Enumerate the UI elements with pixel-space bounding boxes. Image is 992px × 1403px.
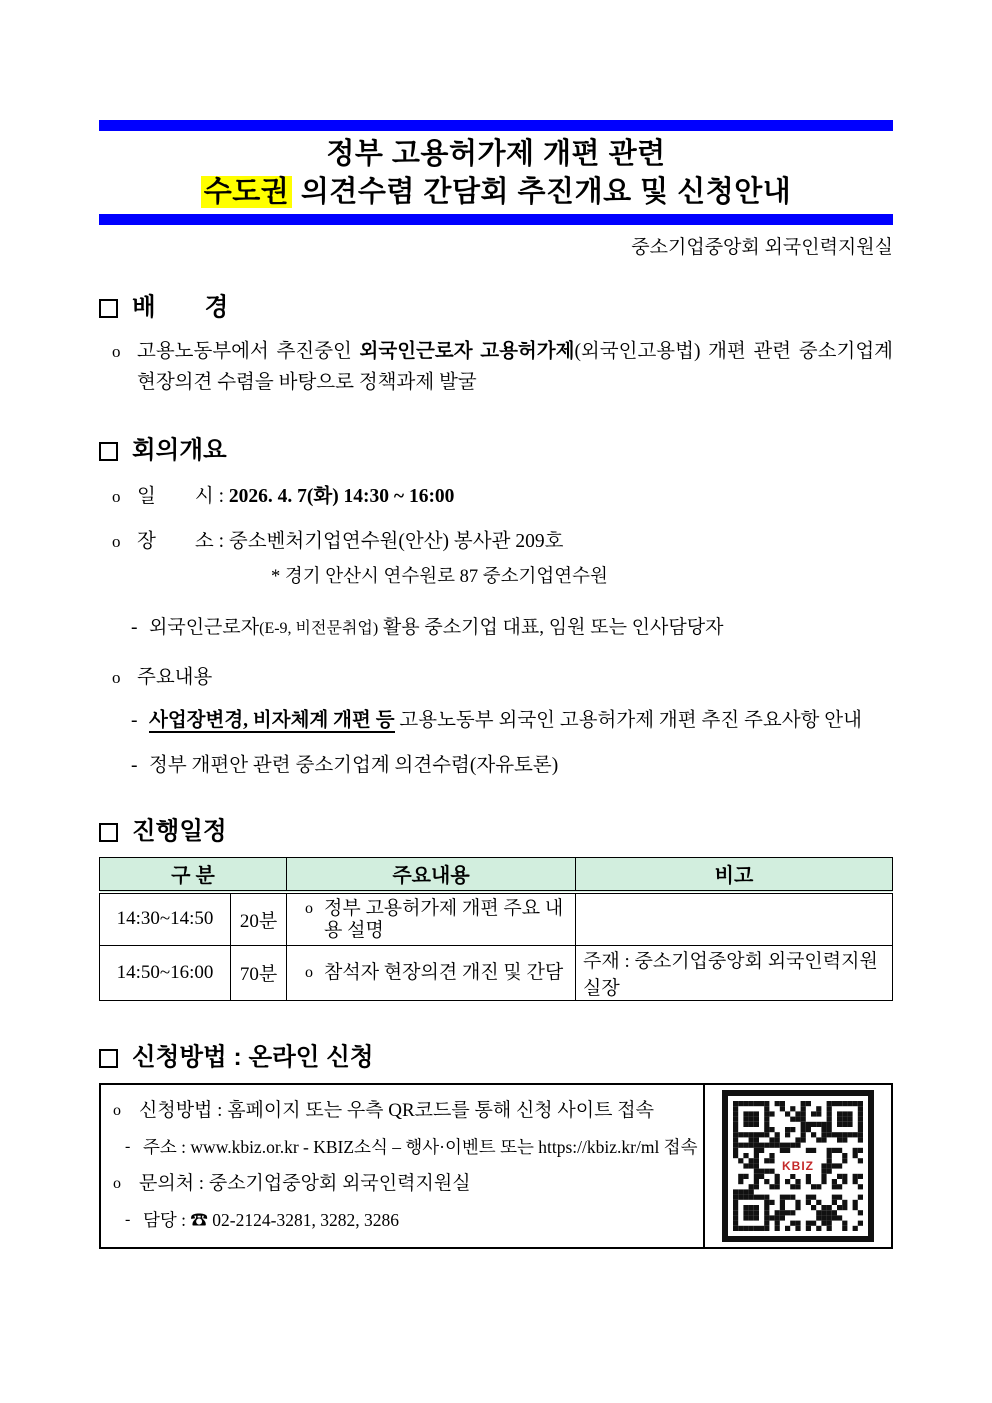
schedule-header-category: 구 분 [100, 858, 287, 892]
background-text [137, 336, 893, 398]
section-heading-meeting-label: 회의개요 [132, 437, 227, 464]
meeting-datetime-item [99, 481, 893, 512]
apply-url-line [113, 1134, 699, 1160]
dash-bullet: - [131, 755, 138, 776]
attendee-item [99, 612, 893, 644]
meeting-venue-text [137, 526, 893, 557]
title-top-bar [99, 120, 893, 131]
schedule-header-remarks: 비고 [576, 858, 893, 892]
schedule-row-2-duration: 70분 [231, 945, 287, 1000]
title-line-2 [99, 173, 893, 211]
application-info [101, 1085, 703, 1247]
datetime-value: 2026. 4. 7(화) 14:30 ~ 16:00 [228, 486, 455, 507]
background-text-bold: 외국인근로자 고용허가제 [359, 341, 575, 362]
square-bullet-icon [99, 823, 118, 842]
datetime-separator: : [213, 486, 229, 507]
square-bullet-icon [99, 299, 118, 318]
venue-value: 중소벤처기업연수원(안산) 봉사관 209호 [228, 531, 564, 552]
square-bullet-icon [99, 1049, 118, 1068]
section-heading-apply-label: 신청방법 : 온라인 신청 [132, 1043, 374, 1071]
qr-cell [703, 1085, 891, 1247]
schedule-row-1 [100, 892, 893, 946]
square-bullet-icon [99, 442, 118, 461]
contents-sub-item-2 [99, 750, 893, 781]
qr-code [722, 1090, 874, 1242]
sub1-emphasis: 사업장변경, 비자체계 개편 등 [149, 710, 395, 731]
apply-method-line [113, 1098, 699, 1124]
circle-bullet: o [112, 342, 121, 361]
schedule-row-1-content-cell [287, 892, 576, 946]
schedule-row-2-time: 14:50~16:00 [100, 945, 231, 1000]
circle-bullet: o [112, 487, 121, 506]
qr-center-label: KBIZ [779, 1158, 817, 1174]
apply-method-text: 신청방법 : 홈페이지 또는 우측 QR코드를 통해 신청 사이트 접속 [139, 1099, 654, 1121]
apply-contact-line [113, 1171, 699, 1197]
circle-bullet: o [112, 668, 121, 687]
venue-separator: : [213, 531, 229, 552]
section-heading-background-label: 배 경 [132, 294, 229, 321]
document-title [99, 135, 893, 211]
schedule-table [99, 857, 893, 1001]
schedule-row-1-time: 14:30~14:50 [100, 892, 231, 946]
apply-url-text: 주소 : www.kbiz.or.kr - KBIZ소식 – 행사·이벤트 또는 https://kbiz.kr/ml 접속 [143, 1137, 698, 1158]
circle-bullet: o [112, 532, 121, 551]
background-item [99, 336, 893, 398]
apply-contact-text: 문의처 : 중소기업중앙회 외국인력지원실 [139, 1172, 471, 1194]
schedule-row-1-duration: 20분 [231, 892, 287, 946]
title-line-2-rest: 의견수렴 간담회 추진개요 및 신청안내 [292, 176, 792, 208]
attendee-pre: 외국인근로자 [149, 617, 260, 638]
schedule-row-1-note [576, 892, 893, 946]
attendee-post: 활용 중소기업 대표, 임원 또는 인사담당자 [378, 617, 724, 638]
meeting-datetime-text [137, 481, 893, 512]
dash-bullet: - [131, 710, 138, 731]
schedule-row-2-content-cell [287, 945, 576, 1000]
circle-bullet: o [305, 964, 313, 981]
schedule-row-2 [100, 945, 893, 1000]
main-contents-label: 주요내용 [137, 667, 213, 688]
schedule-header-row [100, 858, 893, 892]
main-contents-item [99, 662, 893, 693]
contents-sub-item-1-text [149, 705, 893, 736]
circle-bullet: o [305, 899, 313, 917]
apply-phone-line [113, 1207, 699, 1233]
section-heading-background [99, 291, 893, 324]
title-line-1: 정부 고용허가제 개편 관련 [326, 138, 666, 170]
background-text-post: (외국인고용법) 개편 관련 중소기업계 현장의견 수렴을 바탕으로 정책과제 발굴 [137, 341, 893, 393]
venue-label: 장 소 [137, 531, 214, 552]
dash-bullet: - [125, 1138, 131, 1156]
section-heading-apply [99, 1041, 893, 1074]
venue-note: * 경기 안산시 연수원로 87 중소기업연수원 [271, 567, 608, 587]
title-highlight-region: 수도권 [201, 176, 293, 208]
dash-bullet: - [131, 617, 138, 638]
title-bottom-bar [99, 214, 893, 225]
byline: 중소기업중앙회 외국인력지원실 [631, 237, 893, 258]
section-heading-meeting [99, 434, 893, 467]
contents-sub-item-1 [99, 705, 893, 736]
section-heading-schedule [99, 815, 893, 848]
attendee-visa-type: (E-9, 비전문취업) [259, 620, 379, 637]
application-box [99, 1083, 893, 1249]
circle-bullet: o [113, 1174, 121, 1192]
schedule-row-2-note: 주재 : 중소기업중앙회 외국인력지원실장 [576, 945, 893, 1000]
schedule-header-contents: 주요내용 [287, 858, 576, 892]
attendee-text [149, 612, 893, 644]
schedule-row-1-content: 정부 고용허가제 개편 주요 내용 설명 [324, 897, 564, 941]
dash-bullet: - [125, 1211, 131, 1229]
datetime-label: 일 시 [137, 486, 214, 507]
schedule-row-2-content: 참석자 현장의견 개진 및 간담 [324, 962, 564, 983]
meeting-venue-item [99, 526, 893, 557]
background-text-pre: 고용노동부에서 추진중인 [137, 341, 360, 362]
contents-sub-item-2-text: 정부 개편안 관련 중소기업계 의견수렴(자유토론) [149, 755, 559, 776]
apply-phone-text: 담당 : ☎ 02-2124-3281, 3282, 3286 [143, 1210, 399, 1231]
circle-bullet: o [113, 1101, 121, 1119]
section-heading-schedule-label: 진행일정 [132, 818, 227, 845]
sub1-rest: 고용노동부 외국인 고용허가제 개편 추진 주요사항 안내 [394, 710, 862, 731]
